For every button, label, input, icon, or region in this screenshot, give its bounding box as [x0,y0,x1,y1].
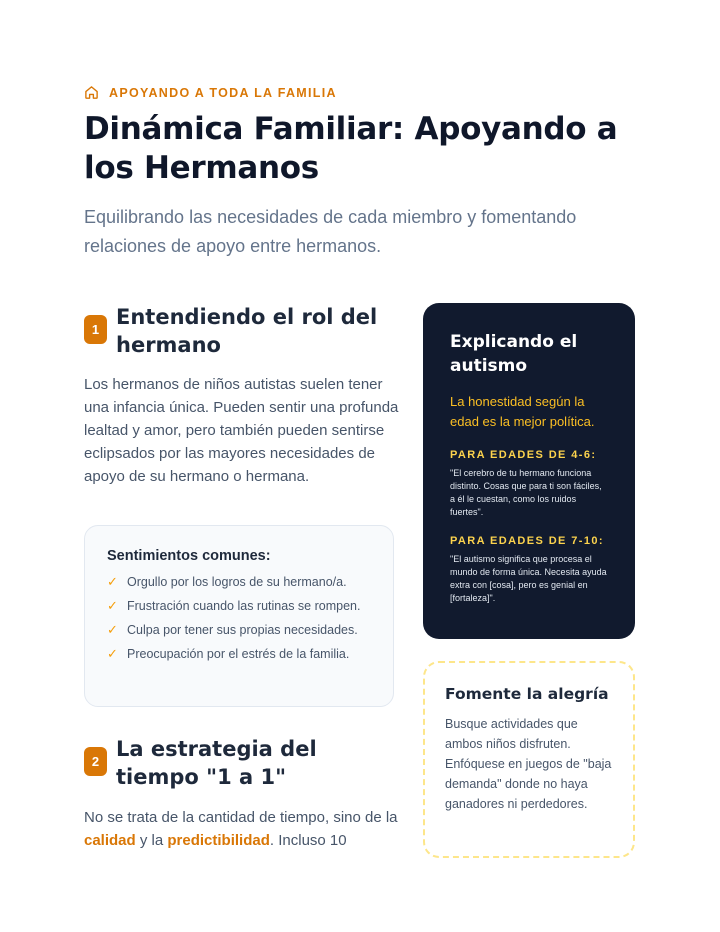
card-title: Fomente la alegría [445,685,609,703]
card-title: Explicando el autismo [450,332,578,376]
feeling-text: Orgullo por los logros de su hermano/a. [127,575,347,589]
feelings-title: Sentimientos comunes: [107,548,271,564]
section-1-body: Los hermanos de niños autistas suelen tener una infancia única. Pueden sentir una profunda lealtad y amor, pero también pueden sentirse eclipsados por las mayores necesidades de apoyo de su hermano o hermana. [84,376,399,485]
feeling-text: Preocupación por el estrés de la familia. [127,647,350,661]
explaining-autism-card [423,303,635,639]
feeling-text: Culpa por tener sus propias necesidades. [127,623,358,637]
age-quote: "El autismo significa que procesa el mundo de forma única. Necesita ayuda extra con [cosa], pero es genial en [fortaleza]". [450,554,607,603]
age-label: PARA EDADES DE 4-6: [450,449,597,461]
section-1-header [84,303,396,359]
check-icon: ✓ [107,574,118,589]
eyebrow-text: APOYANDO A TODA LA FAMILIA [109,85,337,100]
body-text: y la [135,832,168,849]
feeling-item [107,597,371,615]
highlight-quality: calidad [84,832,136,849]
foster-joy-card [423,661,635,858]
eyebrow [84,85,337,100]
section-title: La estrategia del tiempo "1 a 1" [116,737,317,789]
body-text: No se trata de la cantidad de tiempo, sino de la [84,809,398,826]
section-2-header [84,735,396,791]
page-subtitle: Equilibrando las necesidades de cada miembro y fomentando relaciones de apoyo entre hermanos. [84,207,577,256]
body-text: . Incluso 10 [269,832,347,849]
feeling-item [107,621,371,639]
card-subtitle: La honestidad según la edad es la mejor política. [450,394,595,429]
section-title: Entendiendo el rol del hermano [116,305,378,357]
feeling-text: Frustración cuando las rutinas se rompen. [127,599,361,613]
check-icon: ✓ [107,598,118,613]
card-text: Busque actividades que ambos niños disfruten. Enfóquese en juegos de "baja demanda" donde no haya ganadores ni perdedores. [445,717,612,811]
section-number-badge: 2 [84,747,107,776]
highlight-predictability: predictibilidad [167,832,270,849]
check-icon: ✓ [107,646,118,661]
home-icon [84,85,99,100]
common-feelings-card [84,525,394,707]
page-title: Dinámica Familiar: Apoyando a los Hermanos [84,111,618,186]
feeling-item [107,573,371,591]
age-label: PARA EDADES DE 7-10: [450,535,604,547]
section-number-badge: 1 [84,315,107,344]
section-2-body [84,806,399,852]
check-icon: ✓ [107,622,118,637]
feeling-item [107,645,371,663]
age-quote: "El cerebro de tu hermano funciona distinto. Cosas que para ti son fáciles, a él le cuestan, como los ruidos fuertes". [450,468,602,517]
